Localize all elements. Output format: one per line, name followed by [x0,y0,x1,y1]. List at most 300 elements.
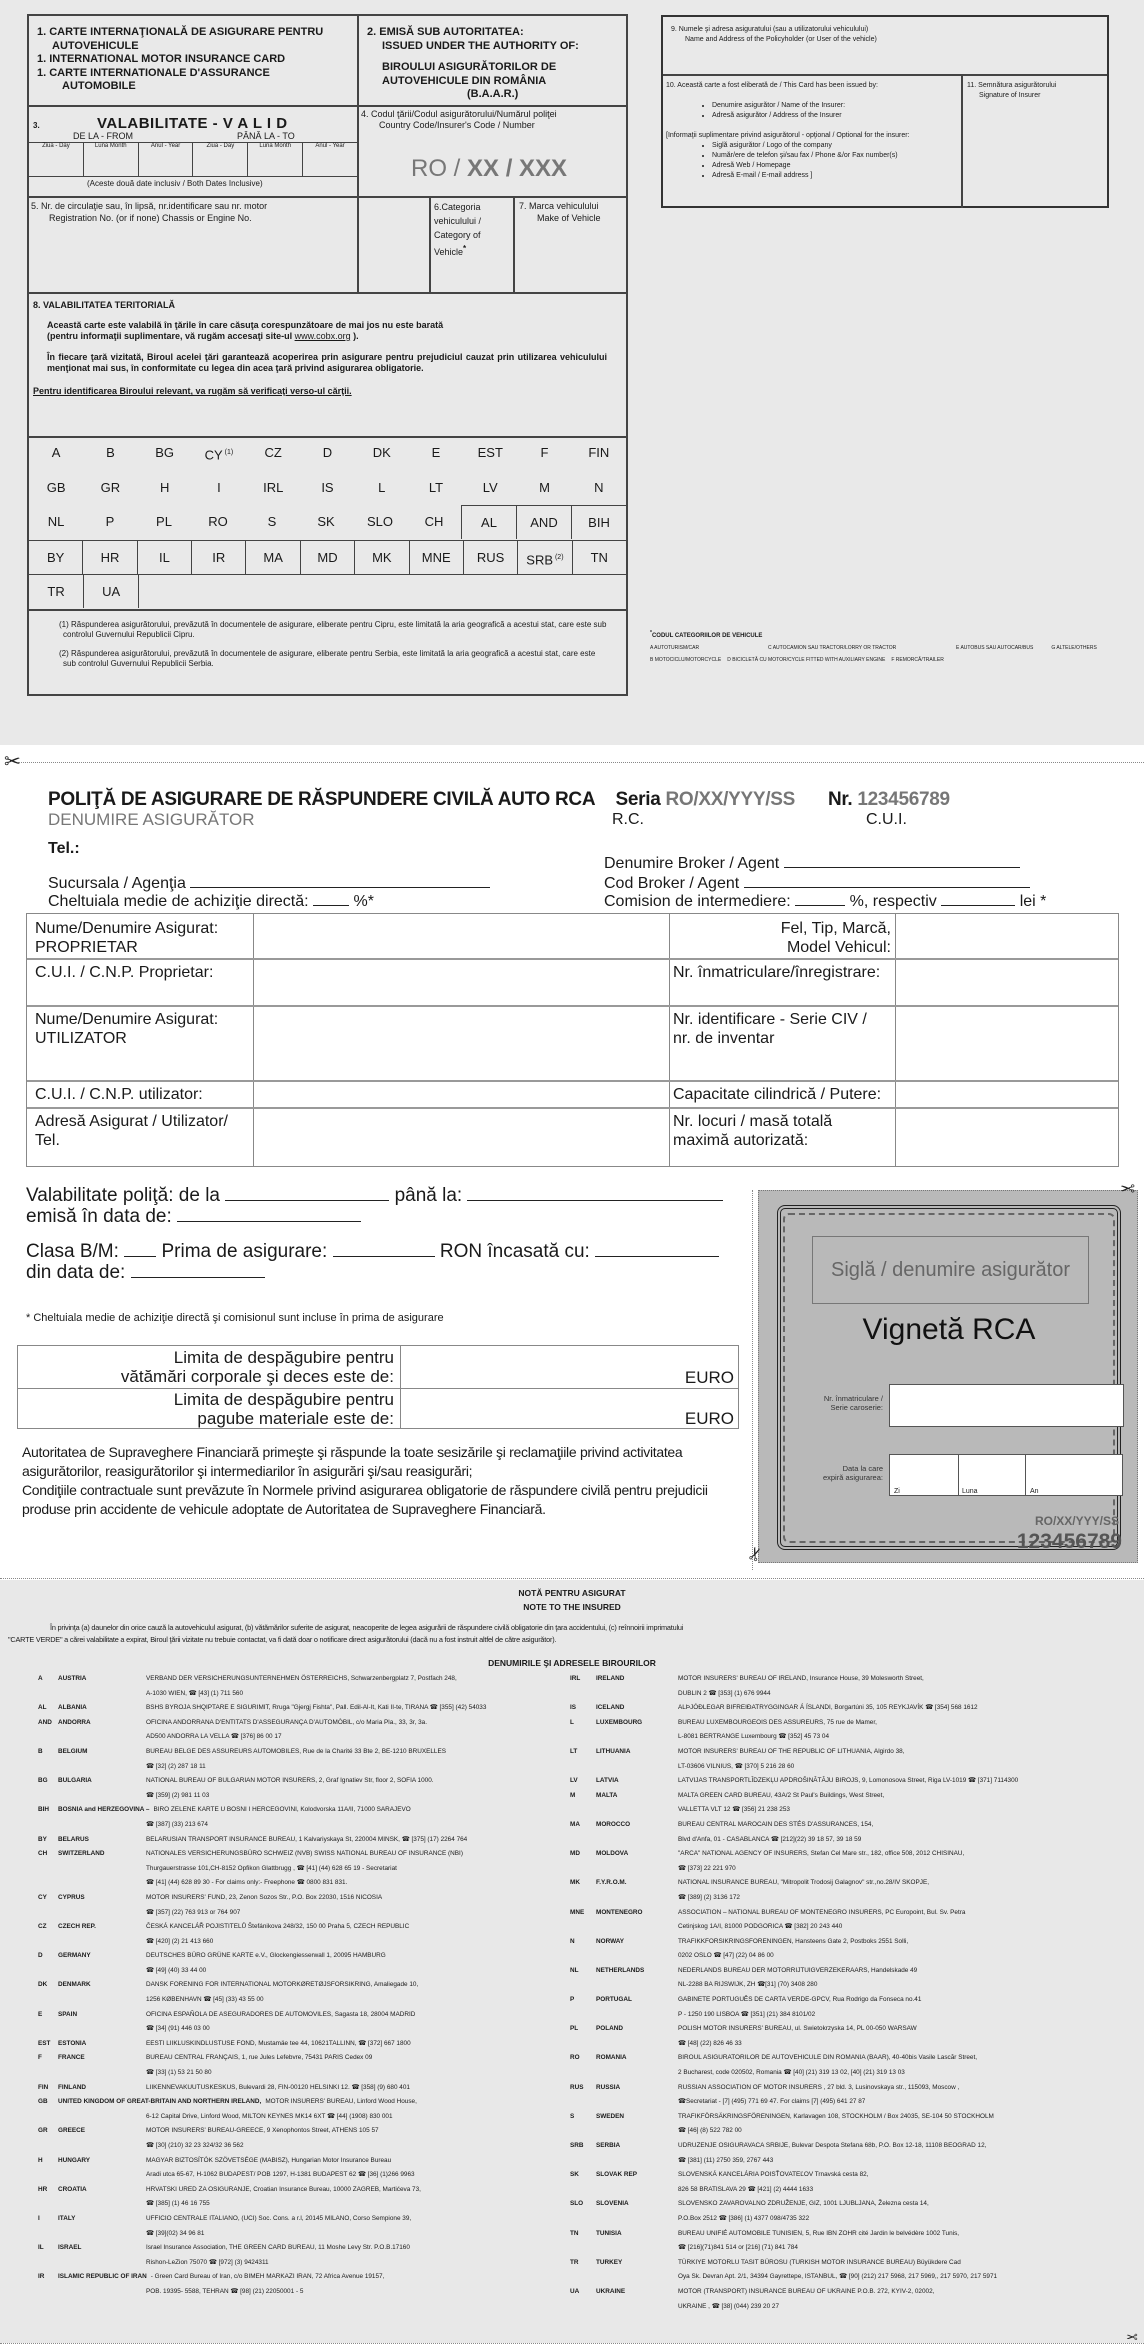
bureau-entry [38,2124,568,2139]
bureau-code: RUS [570,2083,584,2091]
vehicle-field-label: Nr. înmatriculare/înregistrare: [673,964,881,981]
country-code-mk: MK [354,540,408,574]
bureau-address: VALLETTA VLT 12 ☎ [356] 21 238 253 [678,1806,790,1814]
insured-field-input[interactable] [254,916,668,958]
country-code-ch: CH [424,514,444,530]
bureau-country: SERBIA [596,2142,621,2149]
vignette-registration-label: Nr. înmatriculare / Serie caroserie: [823,1394,883,1412]
branch-input[interactable] [190,873,490,888]
bureau-country: LATVIA [596,1777,619,1785]
bureau-entry [570,2285,1140,2300]
bureau-code: E [38,2010,43,2018]
validity-title: VALABILITATE - V A L I D [97,115,288,132]
country-code-i: I [217,479,221,495]
insured-vehicle-table [26,913,1119,1167]
bureau-code: F [38,2054,42,2062]
bureau-country: TUNISIA [596,2229,622,2237]
cui-label: C.U.I. [866,811,907,828]
validity-from-input[interactable] [225,1186,389,1201]
broker-name-input[interactable] [784,853,1020,868]
bureau-entry [570,1847,1140,1862]
bureau-entry [570,2051,1140,2066]
country-code-cz: CZ [264,445,282,460]
bureau-entry-continued [38,2168,568,2183]
bureau-address: 1256 KØBENHAVN ☎ [45] (33) 43 55 00 [146,1996,264,2004]
insured-field-label: Adresă Asigurat / Utilizator/ Tel. [35,1113,228,1149]
bureau-address: ☎ [357] (22) 763 913 or 764 907 [146,1908,241,1916]
bureau-entry [570,1876,1140,1891]
bureau-address: BUREAU BELGE DES ASSUREURS AUTOMOBILES, Rue de la Charité 33 Bte 2, BE-1210 BRUXELLES [146,1747,447,1755]
bureau-code: I [38,2214,40,2222]
country-code-srb: SRB $^{(2)}$ [517,540,571,574]
box10-issued-by: 10. Această carte a fost eliberată de / This Card has been issued by: • Denumire asigurător / Name of the Insurer: • Adresă asigurător / Address of the Insurer [Informaţii suplimentare privind asigurătorul - opţional / Optional for the insurer: • Siglă asigurător / Logo of the company • Număr/ere de telefon şi/sau fax / Phone &/or Fax number(s) • Adresă Web / Homepage • Adresă E-mail / E-mail address ] [666,81,956,181]
bureau-entry-continued [38,1906,568,1921]
bureau-address: BUREAU CENTRAL FRANÇAIS, 1, rue Jules Lefebvre, 75431 PARIS Cedex 09 [146,2054,373,2062]
empty-code-cell [247,574,301,608]
bureau-entry-continued [38,2139,568,2154]
bureau-address: LT-03606 VILNIUS, ☎ [370] 5 216 28 60 [678,1762,795,1770]
country-codes-row [29,574,626,608]
country-footnotes [55,620,610,669]
bureau-country: MALTA [596,1791,618,1799]
bureau-country: AUSTRIA [58,1675,87,1682]
bureau-entry-continued [38,1876,568,1891]
bureau-entry [570,1993,1140,2008]
box7-vehicle-make: 7. Marca vehiculului Make of Vehicle [519,201,601,223]
vehicle-field-input[interactable] [896,1109,1118,1164]
bureau-country: LUXEMBOURG [596,1718,643,1726]
bureau-country: ICELAND [596,1704,625,1712]
validity-to-day[interactable]: Ziua - Day [192,142,247,176]
bureau-entry-continued [38,2285,568,2300]
note-title: NOTĂ PENTRU ASIGURAT NOTE TO THE INSURED [518,1588,626,1612]
bureau-address: MAGYAR BIZTOSÍTÓK SZÖVETSÉGE (MABISZ), Hungarian Motor Insurance Bureau [146,2156,392,2164]
bureau-address: ☎ [381] (11) 2750 359, 2767 443 [678,2156,774,2164]
insured-field-input[interactable] [254,1082,668,1107]
country-code-n: N [594,479,604,495]
country-code-md: MD [300,540,354,574]
bureau-address: L-8081 BERTRANGE Luxembourg ☎ [352] 45 73 04 [678,1733,830,1741]
bureau-entry [570,2022,1140,2037]
bureau-entry [38,1745,568,1760]
bureau-code: IR [38,2273,45,2281]
bureau-entry-continued [570,2241,1140,2256]
country-code-s: S [267,514,277,530]
bureau-address: ☎ [32] (2) 287 18 11 [146,1762,206,1770]
bureau-code: FIN [38,2083,49,2091]
vignette-expiry-year[interactable]: An [1025,1455,1122,1495]
bureau-country: LITHUANIA [596,1747,631,1755]
bureau-entry [38,2212,568,2227]
bureau-address: HRVATSKI URED ZA OSIGURANJE, Croatian Insurance Bureau, 10000 ZAGREB, Martićeva 73, [146,2185,421,2193]
green-card-insurer-table [661,15,1109,208]
premium-input[interactable] [333,1242,435,1257]
bureau-entry-continued [570,1949,1140,1964]
bureau-address: DEUTSCHES BÜRO GRÜNE KARTE e.V., Glockengiesserwall 1, 20095 HAMBURG [146,1952,386,1960]
bureau-address: ☎Secretariat - [7] (495) 771 69 47. For claims [7] (495) 641 27 87 [678,2098,866,2106]
bodily-injury-limit-label: Limita de despăgubire pentru vătămări corporale şi deces este de: [120,1348,394,1386]
bureau-address: ☎ [30] (210) 32 23 324/32 36 562 [146,2142,244,2149]
tel-label: Tel.: [48,840,80,857]
validity-date-columns [29,142,357,176]
bureau-address: P.O.Box 2512 ☎ [386] (1) 4377 098/4735 322 [678,2214,810,2222]
bureau-country: BELGIUM [58,1747,88,1755]
country-code-gb: GB [46,479,66,495]
bureau-country: BOSNIA and HERZEGOVINA – [58,1806,150,1814]
bureau-entry-continued [38,1964,568,1979]
bureau-address: ☎ [49] (40) 33 44 00 [146,1966,207,1974]
vignette-expiry-date [889,1454,1123,1496]
bureau-address: "ARCA" NATIONAL AGENCY OF INSURERS, Stefan Cel Mare str., 182, office 508, 2012 CHISINAU, [678,1850,965,1858]
bureau-entry-continued [570,2212,1140,2227]
rca-vignette [758,1190,1138,1563]
country-code-lt: LT [428,479,444,495]
seria-label: Seria [615,789,661,810]
scissors-icon: ✂ [1120,1179,1136,1199]
insured-field-input[interactable] [254,960,668,1005]
bureau-entry [570,2256,1140,2271]
bureau-code: MNE [570,1908,585,1916]
country-code-nl: NL [47,514,65,530]
territorial-validity-para2: În fiecare ţară vizitată, Biroul acelei ţări garantează acoperirea prin asigurare pentru prejudiciul cauzat prin utilizarea vehiculului menţionat mai sus, în conformitate cu legea din acea ţară privind asigurarea obligatorie. [47,352,607,373]
acquisition-cost-field: Cheltuiala medie de achiziţie directă: %* [48,893,374,910]
bureau-code: TR [570,2258,579,2266]
bureau-entry-continued [570,2066,1140,2081]
validity-to-input[interactable] [467,1186,723,1201]
bureau-address: Rishon-LeZion 75070 ☎ [972] (3) 9424311 [146,2258,269,2266]
territorial-validity-note: Pentru identificarea Biroului relevant, va rugăm să verificaţi verso-ul cărţii. [33,386,352,396]
bureau-country: CYPRUS [58,1893,85,1901]
vehicle-field-input[interactable] [896,1082,1118,1107]
insured-field-label: C.U.I. / C.N.P. utilizator: [35,1086,203,1103]
bureau-address: ☎ [41] (44) 628 89 30 - For claims only:- Freephone ☎ 0800 831 831. [146,1879,348,1887]
bureau-code: BY [38,1835,47,1843]
bureau-address: Aradi utca 65-67, H-1062 BUDAPEST/ POB 1297, H-1381 BUDAPEST 62 ☎ [36] (1)266 9963 [146,2171,415,2179]
box3-validity [29,105,357,196]
empty-code-cell [301,574,355,608]
bureau-code: LV [570,1777,578,1785]
bureau-entry-continued [38,1993,568,2008]
bureau-code: AL [38,1704,47,1712]
footnote-serbia: (2) Răspunderea asigurătorului, prevăzută în documentele de asigurare, eliberate pentru Serbia, este limitată la aria geografică a acestui stat, care este sub controlul Guvernului Republicii Serbia. [59,649,596,668]
bureau-address: A-1030 WIEN, ☎ [43] (1) 711 560 [146,1689,244,1697]
bureau-code: A [38,1675,43,1682]
bureau-country: SLOVAK REP [596,2171,638,2179]
bureau-entry [38,1803,568,1818]
bureau-entry [38,2095,568,2110]
country-code-tr: TR [29,574,83,608]
bureau-entry [570,1789,1140,1804]
bureau-address: NL-2288 BA RIJSWIJK, ZH ☎[31] (70) 3408 280 [678,1981,818,1989]
bureau-entry [38,1978,568,1993]
bureau-address: BIROUL ASIGURATORILOR DE AUTOVEHICULE DIN ROMANIA (BAAR), 40-40bis Vasile Lascăr Street, [678,2054,978,2062]
bureau-address: Oya Sk. Devran Apt. 2/1, 34394 Gayrettepe, ISTANBUL, ☎ [90] (212) 217 5968, 217 5969,, 217 5970, 217 5971 [678,2273,998,2281]
bureau-country: ANDORRA [58,1718,91,1726]
bureau-address: Cetinjskog 1A/I, 81000 PODGORICA ☎ [382] 20 243 440 [678,1923,843,1931]
vehicle-field-label: Nr. identificare - Serie CIV / nr. de inventar [673,1011,867,1047]
bureau-address: SLOVENSKO ZAVAROVALNO ZDRUŽENJE, GIZ, 1001 LJUBLJANA, Železna cesta 14, [678,2200,929,2208]
bureau-code: MK [570,1879,580,1887]
bureau-country: SPAIN [58,2010,78,2018]
bureau-entry [570,1672,1140,1687]
bureau-address: UDRUZENJE OSIGURAVACA SRBIJE, Bulevar Despota Stefana 68b, P.O. Box 12-18, 11108 BEOGRAD 12, [678,2142,987,2149]
payment-date-input[interactable] [131,1263,265,1278]
bureau-entry-continued [570,1891,1140,1906]
bureau-entry [570,2081,1140,2096]
bureau-address: Blvd d'Anfa, 01 - CASABLANCA ☎ [212](22) 39 18 57, 39 18 59 [678,1835,862,1843]
nr-label: Nr. [827,789,853,810]
property-damage-limit-label: Limita de despăgubire pentru pagube materiale este de: [173,1390,394,1428]
bureau-entry [38,1701,568,1716]
bureau-address: VERBAND DER VERSICHERUNGSUNTERNEHMEN ÖSTERREICHS, Schwarzenbergplatz 7, Postfach 248, [146,1675,457,1682]
cut-line [0,1578,1144,1579]
country-code-irl: IRL [263,479,284,495]
validity-inclusive-note: (Aceste două date inclusiv / Both Dates Inclusive) [87,179,263,188]
payment-method-input[interactable] [595,1242,719,1257]
bureau-address: OFICINA ANDORRANA D'ENTITATS D'ASSEGURANÇA D'AUTOMÒBIL, c/o Maria Pla., 33, 3r, 3a. [146,1718,428,1726]
empty-code-cell [138,574,193,608]
country-code-al: AL [461,505,516,539]
bureaus-list-right [570,1672,1140,2314]
bureau-code: SRB [570,2142,584,2149]
bureau-entry [38,2037,568,2052]
bureau-address: NEDERLANDS BUREAU DER MOTORRIJTUIGVERZEKERAARS, Handelskade 49 [678,1966,918,1974]
bureau-address: UKRAINE , ☎ [38] (044) 239 20 27 [678,2302,780,2310]
green-card-section [0,0,1144,745]
bureau-entry [38,1716,568,1731]
country-code-b: B [106,445,115,460]
bureau-address: 6-12 Capital Drive, Linford Wood, MILTON KEYNES MK14 6XT ☎ [44] (1908) 830 001 [146,2112,393,2120]
bureau-country: DENMARK [58,1981,91,1989]
bureau-entry [570,1906,1140,1921]
validity-to-label: PÂNĂ LA - TO [237,131,295,141]
bureau-address: ☎ [39](02) 34 96 81 [146,2229,205,2237]
scissors-icon: ✂ [4,751,21,773]
bureau-address: ☎ [385] (1) 46 16 755 [146,2200,210,2208]
bureau-code: CY [38,1893,47,1901]
bureau-entry-continued [570,1730,1140,1745]
vehicle-field-label: Nr. locuri / masă totală maximă autorizată: [673,1113,833,1149]
country-codes-grid [29,436,626,609]
territorial-validity-title: 8. VALABILITATEA TERITORIALĂ [33,300,175,310]
insurer-name: DENUMIRE ASIGURĂTOR [48,810,255,829]
bureau-entry [570,1818,1140,1833]
bureau-address: LIIKENNEVAKUUTUSKESKUS, Bulevardi 28, FIN-00120 HELSINKI 12. ☎ [358] (9) 680 401 [146,2083,410,2091]
bureau-entry-continued [38,2256,568,2271]
box1-card-title: 1. CARTE INTERNAŢIONALĂ DE ASIGURARE PENTRU AUTOVEHICULE 1. INTERNATIONAL MOTOR INSURANCE CARD 1. CARTE INTERNATIONALE D'ASSURANCE AUTOMOBILE [37,26,324,92]
bureau-entry [570,2197,1140,2212]
bureau-code: BIH [38,1806,50,1814]
vignette-expiry-month[interactable]: Luna [958,1455,1025,1495]
bureau-entry-continued [38,1789,568,1804]
vehicle-field-input[interactable] [896,1007,1118,1080]
bureau-country: FRANCE [58,2054,85,2062]
bureau-address: MOTOR INSURERS' BUREAU OF THE REPUBLIC OF LITHUANIA, Algirdo 38, [678,1747,905,1755]
bureau-country: SWEDEN [596,2112,625,2120]
country-code-f: F [540,445,549,460]
bureau-address: RUSSIAN ASSOCIATION OF MOTOR INSURERS , 27 bld. 3, Lusinovskaya str., 115093, Moscow , [678,2083,960,2091]
bureaus-list-left [38,1672,568,2300]
bureau-country: PORTUGAL [596,1996,632,2004]
bureau-country: ITALY [58,2214,76,2222]
seria-value: RO/XX/YYY/SS [665,789,795,810]
bureau-address: BSHS BYROJA SHQIPTARE E SIGURIMIT, Rruga "Gjergj Fishta", Pall. Edil-Al-It, Kati II-te, TIRANA ☎ [355] (42) 54033 [146,1704,487,1712]
broker-code-field: Cod Broker / Agent [604,873,1030,893]
scissors-icon: ✂ [1126,2329,1138,2345]
country-code-hr: HR [82,540,136,574]
country-code-il: IL [137,540,191,574]
country-code-fin: FIN [588,445,610,460]
green-card-main-table [27,14,628,696]
bureau-address: TRAFIKFÖRSÄKRINGSFÖRENINGEN, Karlavagen 108, STOCKHOLM / Box 24035, SE-104 50 STOCKHOLM [678,2112,994,2120]
bureau-address: EESTI LIIKLUSKINDLUSTUSE FOND, Mustamäe tee 44, 10621TALLINN, ☎ [372] 667 1800 [146,2039,411,2047]
validity-to-month[interactable]: Luna Month [247,142,302,176]
bureau-country: BELARUS [58,1835,89,1843]
commission-percent-input[interactable] [795,891,845,906]
branch-field: Sucursala / Agenţia [48,873,490,893]
bureau-address: ☎ [387] (33) 213 674 [146,1820,208,1828]
bureau-code: CZ [38,1923,47,1931]
bureau-address: TRAFIKKFORSIKRINGSFORENINGEN, Hansteens Gate 2, Postboks 2551 Solli, [678,1937,909,1945]
policy-number: 123456789 [857,789,950,810]
bureau-entry [38,2051,568,2066]
bureau-address: ☎ [389] (2) 3136 172 [678,1893,740,1901]
commission-lei-input[interactable] [941,891,1015,906]
policy-header [48,789,950,811]
bureau-code: UA [570,2287,580,2295]
bureau-country: ROMANIA [596,2054,627,2062]
box11-signature: 11. Semnătura asigurătorului Signature of Insurer [967,82,1057,99]
bureau-entry-continued [38,1818,568,1833]
country-code-est: EST [477,445,503,460]
validity-from-year[interactable]: Anul - Year [138,142,193,176]
vignette-cut-line [752,1190,753,1570]
bureau-entry-continued [570,1978,1140,1993]
bureau-entry [38,1672,568,1687]
box2-issuing-authority: 2. EMISĂ SUB AUTORITATEA: ISSUED UNDER THE AUTHORITY OF: BIROULUI ASIGURĂTORILOR DE AUTOVEHICULE DIN ROMÂNIA (B.A.A.R.) [367,26,579,100]
empty-code-cell [193,574,247,608]
vehicle-field-input[interactable] [896,960,1118,1005]
cobx-link[interactable]: www.cobx.org [294,331,351,341]
bureau-address: UFFICIO CENTRALE ITALIANO, (UCI) Soc. Cons. a r.l, 20145 MILANO, Corso Sempione 39, [146,2214,412,2222]
note-text: În privinţa (a) daunelor din orice cauză la autovehiculul asigurat, (b) vătămărilor suferite de asigurat, neacoperite de legea asigurării de răspundere civilă obligatorie din ţara accidentului, (c) reînnoirii imprimatului "CARTE VERDE" a cărei valabilitate a expirat, Biroul ţării vizitate nu trebuie contactat, va fi dată doar o notificare direct asigurătorului (dacă nu a fost instruit altfel de către asigurător). [8,1623,684,1644]
bureau-country: HUNGARY [58,2156,91,2164]
bureau-address: ☎ [359] (2) 981 11 03 [146,1791,210,1799]
bureau-entry-continued [38,1862,568,1877]
validity-to-year[interactable]: Anul - Year [302,142,357,176]
broker-code-input[interactable] [744,873,1030,888]
asf-legal-text: Autoritatea de Supraveghere Financiară primeşte şi răspunde la toate sesizările şi reclamaţiile privind activitatea asigurătorilor, reasigurătorilor şi intermediarilor în asigurări şi/sau reasigurări; Condiţiile contractuale sunt prevăzute în Normele privind asigurarea obligatorie de răspundere civilă pentru prejudicii produse prin accidente de vehicule adoptate de Autoritatea de Supraveghere Financiară. [22,1444,708,1517]
empty-code-cell [572,574,626,608]
bureau-address: ☎ [46] (8) 522 782 00 [678,2127,742,2135]
bureau-address: DANSK FORENING FOR INTERNATIONAL MOTORKØRETØJSFORSIKRING, Amaliegade 10, [146,1981,419,1989]
country-codes-row [29,436,626,470]
bureau-code: EST [38,2039,51,2047]
vignette-expiry-day[interactable]: Zi [894,1488,900,1495]
insured-field-label: C.U.I. / C.N.P. Proprietar: [35,964,214,981]
country-code-e: E [431,445,441,460]
box4-policy-code [359,105,626,196]
empty-code-cell [518,574,572,608]
bureau-country: FINLAND [58,2083,87,2091]
vignette-registration-input[interactable] [889,1384,1124,1427]
country-code-ro: RO [208,514,228,530]
bureau-country: TURKEY [596,2258,623,2266]
bureau-entry [570,1701,1140,1716]
bureau-entry-continued [570,2124,1140,2139]
bureau-address: Thurgauerstrasse 101,CH-8152 Opfikon Glattbrugg , ☎ [41] (44) 628 65 19 - Secretariat [146,1864,397,1872]
country-code-p: P [105,514,115,530]
bureau-entry-continued [570,1833,1140,1848]
validity-from-day[interactable]: Ziua - Day [42,143,70,149]
bureau-address: - Green Card Bureau of Iran, c/o BIMEH MARKAZI IRAN, 72 Africa Avenue 19157, [150,2273,385,2281]
bureau-code: B [38,1747,43,1755]
compensation-limits-table [17,1345,739,1429]
box8-territorial-validity [33,300,618,396]
bureau-code: BG [38,1777,48,1785]
bureau-code: MD [570,1850,580,1858]
country-insurer-policy-code: RO / XX / XXX [411,155,568,182]
bureau-entry-continued [38,1760,568,1775]
bureau-entry-continued [570,2183,1140,2198]
box6-vehicle-category: 6.Categoria vehiculului / Category of Vehicle* [434,202,482,257]
bureau-country: RUSSIA [596,2083,621,2091]
bureau-entry-continued [38,1687,568,1702]
bureau-country: CZECH REP. [58,1923,96,1931]
bureau-address: ☎ [420] (2) 21 413 660 [146,1937,214,1945]
bureau-address: MALTA GREEN CARD BUREAU, 43A/2 St Paul's Buildings, West Street, [678,1791,885,1799]
bureau-address: GABINETE PORTUGUÊS DE CARTA VERDE-GPCV, Rua Rodrigo da Fonseca no.41 [678,1996,922,2004]
validity-from-month[interactable]: Luna Month [83,142,138,176]
bureau-entry-continued [38,2110,568,2125]
bureau-address: POLISH MOTOR INSURERS' BUREAU, ul. Swietokrzyska 14, PL 00-050 WARSAW [678,2025,917,2033]
bureau-address: NATIONALES VERSICHERUNGSBÜRO SCHWEIZ (NVB) SWISS NATIONAL BUREAU OF INSURANCE (NBI) [146,1850,463,1858]
bureau-country: MOROCCO [596,1820,631,1828]
bureau-country: NORWAY [596,1937,625,1945]
vehicle-field-input[interactable] [896,916,1118,958]
country-code-dk: DK [372,445,391,460]
bureau-entry [570,1745,1140,1760]
bureau-code: M [570,1791,576,1799]
bureau-address: BUREAU CENTRAL MAROCAIN DES STÉS D'ASSURANCES, 154, [678,1820,874,1828]
country-code-mne: MNE [409,540,463,574]
bureau-address: 826 58 BRATISLAVA 29 ☎ [421] (2) 4444 1633 [678,2185,814,2193]
country-code-bih: BIH [571,505,626,539]
country-code-pl: PL [156,514,172,530]
bureau-address: Israel Insurance Association, THE GREEN CARD BUREAU, 11 Moshe Levy Str. P.O.B.17160 [146,2244,410,2252]
insured-field-label: Nume/Denumire Asigurat: PROPRIETAR [35,920,219,956]
bureau-country: GERMANY [58,1952,91,1960]
bureau-country: UNITED KINGDOM OF GREAT-BRITAIN AND NORTHERN IRELAND, [58,2098,262,2106]
bureau-address: ☎ [48] (22) 826 46 33 [678,2039,742,2047]
bonus-malus-input[interactable] [124,1242,156,1257]
commission-field: Comision de intermediere: %, respectiv lei * [604,893,1047,910]
bureau-address: POB. 19395- 5588, TEHRAN ☎ [98] (21) 22050001 - 5 [146,2287,304,2295]
bureau-address: MOTOR (TRANSPORT) INSURANCE BUREAU OF UKRAINE P.O.B. 272, KYIV-2, 02002, [678,2287,935,2295]
bureau-entry-continued [570,2037,1140,2052]
bureau-code: N [570,1937,575,1945]
insured-field-input[interactable] [254,1007,668,1080]
insured-field-input[interactable] [254,1109,668,1164]
bureau-address: NATIONAL BUREAU OF BULGARIAN MOTOR INSURERS, 2, Graf Ignatiev Str, floor 2, SOFIA 1000. [146,1777,434,1785]
bureau-address: MOTOR INSURERS' BUREAU, Linford Wood House, [265,2098,417,2106]
bureau-address: MOTOR INSURERS' FUND, 23, Zenon Sozos Str., P.O. Box 22030, 1516 NICOSIA [146,1893,383,1901]
bureau-address: NATIONAL INSURANCE BUREAU, "Mitropolit Trodosij Galagnov" str.,no.28/IV SKOPJE, [678,1879,930,1887]
issue-date-input[interactable] [177,1207,361,1222]
country-code-ma: MA [245,540,299,574]
acquisition-cost-input[interactable] [313,891,349,906]
bureau-entry-continued [570,1803,1140,1818]
